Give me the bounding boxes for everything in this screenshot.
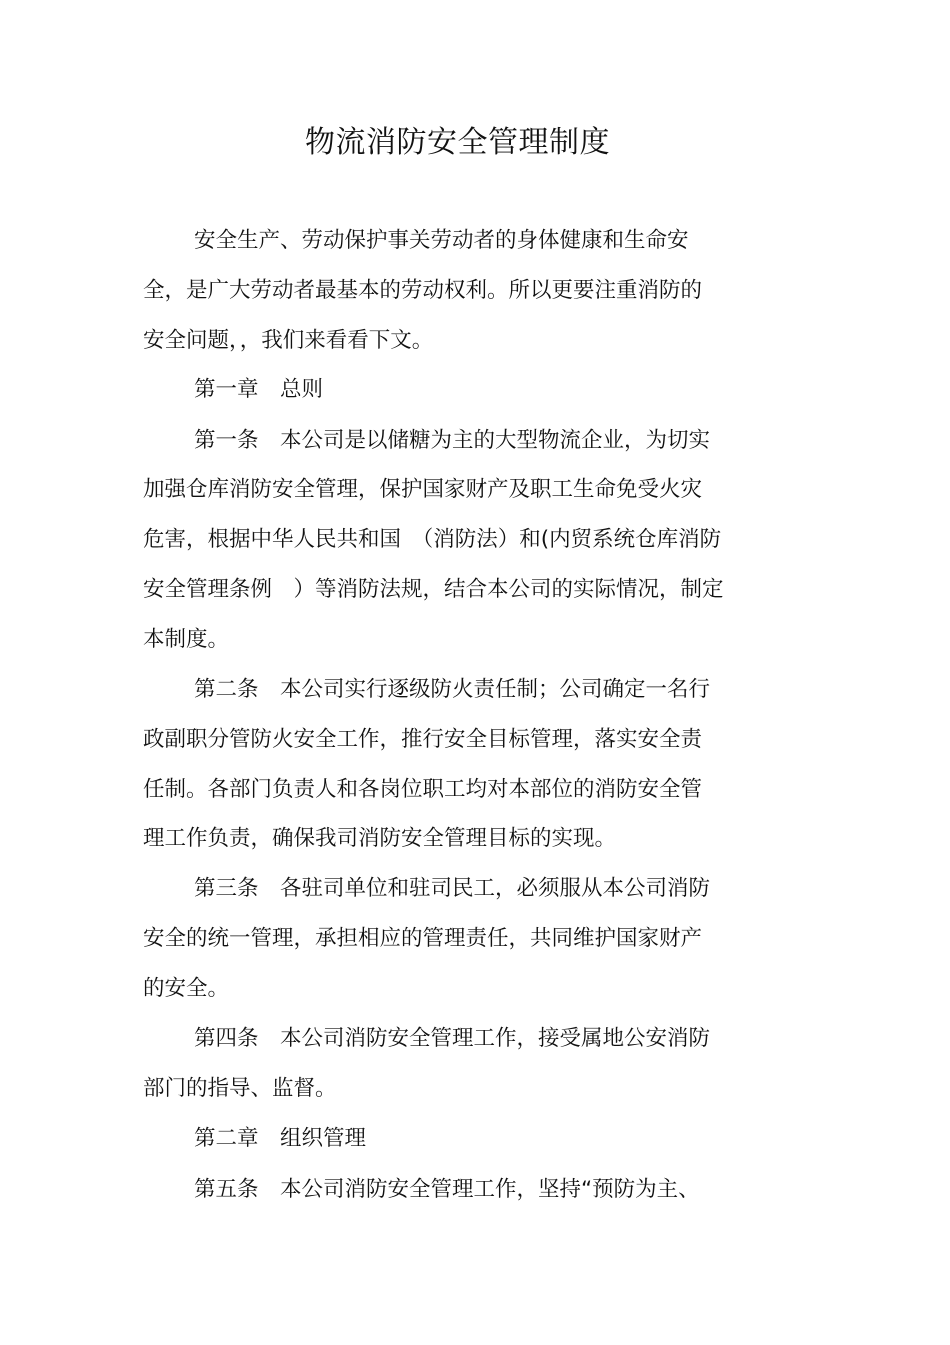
paragraph-line: 的安全。	[143, 976, 230, 1001]
paragraph-line: 加强仓库消防安全管理，保护国家财产及职工生命免受火灾	[143, 477, 703, 502]
chapter-heading: 第二章 组织管理	[194, 1126, 367, 1151]
paragraph-line: 第四条 本公司消防安全管理工作，接受属地公安消防	[194, 1026, 711, 1051]
chapter-heading: 第一章 总则	[194, 377, 324, 402]
paragraph-line: 安全生产、劳动保护事关劳动者的身体健康和生命安	[194, 228, 689, 253]
paragraph-line: 理工作负责，确保我司消防安全管理目标的实现。	[143, 826, 617, 851]
paragraph-line: 本制度。	[143, 627, 230, 652]
paragraph-line: 第三条 各驻司单位和驻司民工，必须服从本公司消防	[194, 876, 711, 901]
paragraph-line: 安全的统一管理，承担相应的管理责任，共同维护国家财产	[143, 926, 703, 951]
paragraph-line: 任制。各部门负责人和各岗位职工均对本部位的消防安全管	[143, 777, 703, 802]
document-title: 物流消防安全管理制度	[305, 125, 610, 160]
paragraph-line: 第五条 本公司消防安全管理工作，坚持“预防为主、	[194, 1177, 700, 1202]
paragraph-line: 全，是广大劳动者最基本的劳动权利。所以更要注重消防的	[143, 278, 703, 303]
paragraph-line: 危害，根据中华人民共和国 （消防法）和(内贸系统仓库消防	[143, 527, 722, 552]
paragraph-line: 安全管理条例 ）等消防法规，结合本公司的实际情况，制定	[143, 577, 724, 602]
paragraph-line: 安全问题，，我们来看看下文。	[143, 328, 434, 353]
paragraph-line: 第一条 本公司是以储糖为主的大型物流企业，为切实	[194, 428, 711, 453]
paragraph-line: 部门的指导、监督。	[143, 1076, 337, 1101]
paragraph-line: 政副职分管防火安全工作，推行安全目标管理，落实安全责	[143, 727, 703, 752]
paragraph-line: 第二条 本公司实行逐级防火责任制；公司确定一名行	[194, 677, 711, 702]
